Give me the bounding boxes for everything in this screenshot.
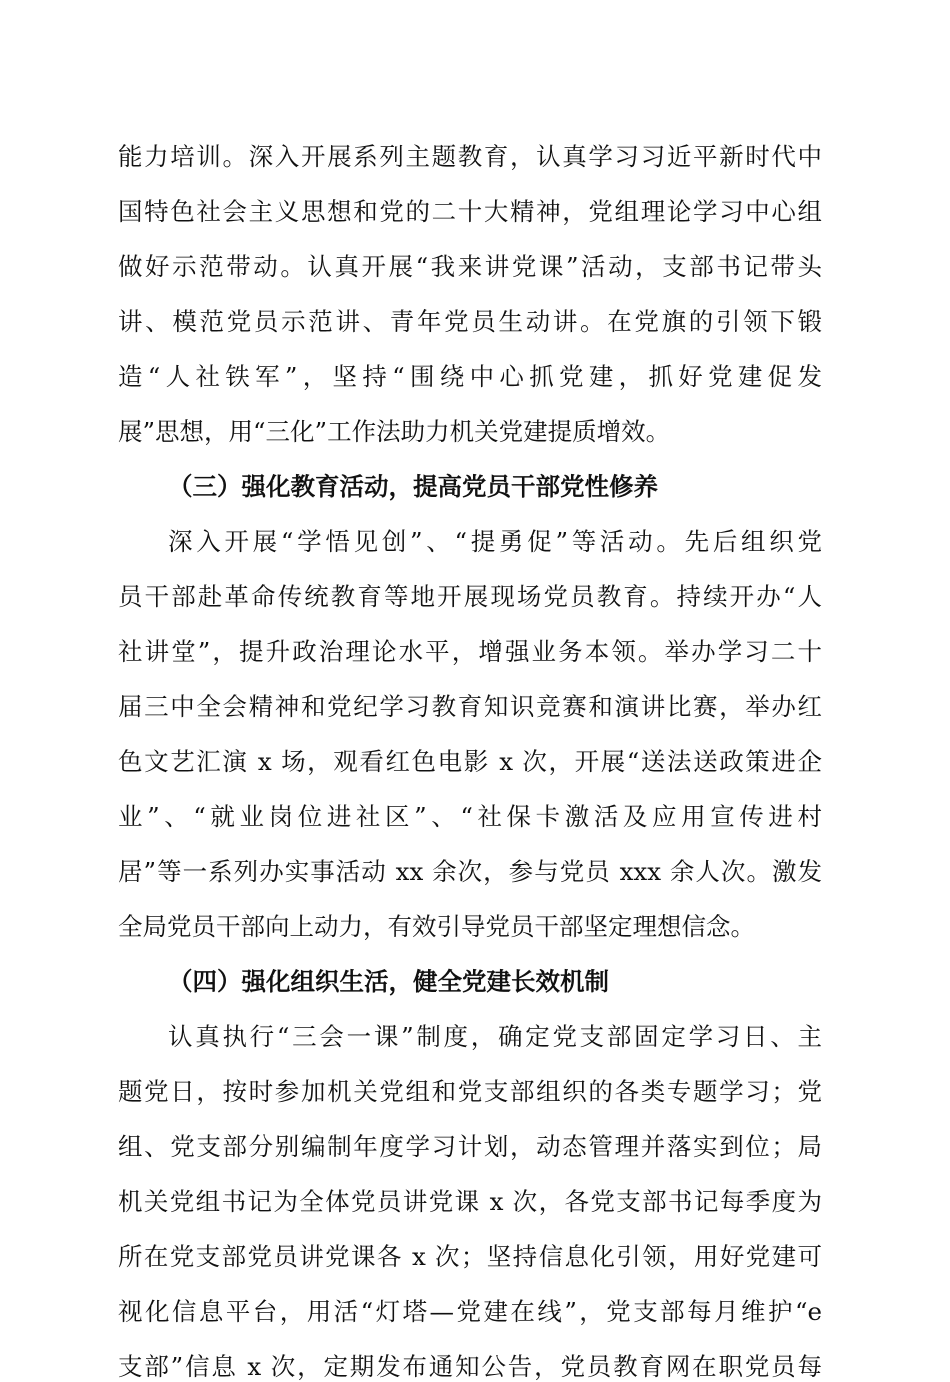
section-heading-4: （四）强化组织生活，健全党建长效机制 [168,967,609,996]
paragraph-line: 国特色社会主义思想和党的二十大精神，党组理论学习中心组 [118,197,822,226]
paragraph-line: 机关党组书记为全体党员讲党课 x 次，各党支部书记每季度为 [118,1187,822,1216]
paragraph-line: 全局党员干部向上动力，有效引导党员干部坚定理想信念。 [118,912,755,941]
paragraph-line: 色文艺汇演 x 场，观看红色电影 x 次，开展“送法送政策进企 [118,747,822,776]
paragraph-line: 视化信息平台，用活“灯塔—党建在线”，党支部每月维护“e [118,1297,822,1326]
paragraph-line: 支部”信息 x 次，定期发布通知公告，党员教育网在职党员每 [118,1352,822,1381]
paragraph-line: 讲、模范党员示范讲、青年党员生动讲。在党旗的引领下锻 [118,307,822,336]
paragraph-line: 员干部赴革命传统教育等地开展现场党员教育。持续开办“人 [118,582,822,611]
paragraph-line: 居”等一系列办实事活动 xx 余次，参与党员 xxx 余人次。激发 [118,857,822,886]
paragraph-line: 认真执行“三会一课”制度，确定党支部固定学习日、主 [168,1022,822,1051]
paragraph-line: 展”思想，用“三化”工作法助力机关党建提质增效。 [118,417,671,446]
paragraph-line: 能力培训。深入开展系列主题教育，认真学习习近平新时代中 [118,142,822,171]
paragraph-line: 深入开展“学悟见创”、“提勇促”等活动。先后组织党 [168,527,822,556]
paragraph-line: 所在党支部党员讲党课各 x 次；坚持信息化引领，用好党建可 [118,1242,822,1271]
paragraph-line: 做好示范带动。认真开展“我来讲党课”活动，支部书记带头 [118,252,822,281]
paragraph-line: 题党日，按时参加机关党组和党支部组织的各类专题学习；党 [118,1077,822,1106]
paragraph-line: 造“人社铁军”，坚持“围绕中心抓党建，抓好党建促发 [118,362,822,391]
paragraph-line: 届三中全会精神和党纪学习教育知识竞赛和演讲比赛，举办红 [118,692,822,721]
paragraph-line: 组、党支部分别编制年度学习计划，动态管理并落实到位；局 [118,1132,822,1161]
paragraph-line: 社讲堂”，提升政治理论水平，增强业务本领。举办学习二十 [118,637,822,666]
paragraph-line: 业”、“就业岗位进社区”、“社保卡激活及应用宣传进村 [118,802,822,831]
section-heading-3: （三）强化教育活动，提高党员干部党性修养 [168,472,658,501]
